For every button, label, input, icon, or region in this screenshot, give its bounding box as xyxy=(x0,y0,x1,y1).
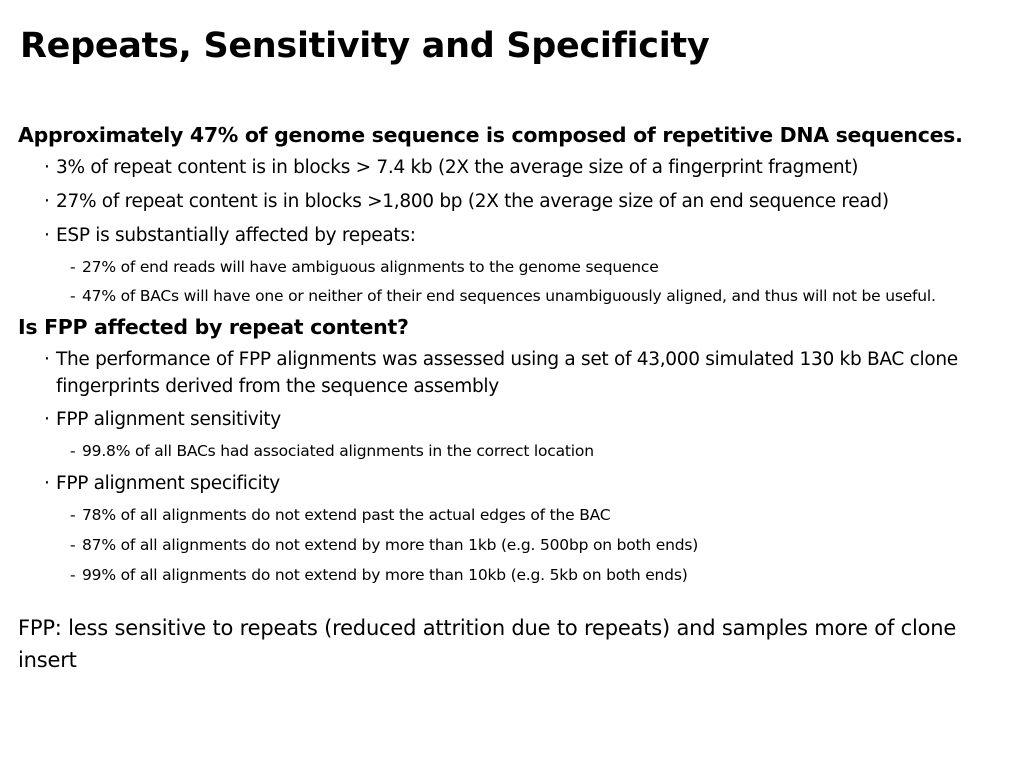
sub-bullet-item xyxy=(18,284,1020,308)
bullet-text: The performance of FPP alignments was assessed using a set of 43,000 simulated 130 kb BAC clone fingerprints derived from the sequence assembly xyxy=(56,349,958,397)
bullet-marker: · xyxy=(44,349,50,370)
bullet-item xyxy=(18,346,1020,400)
bullet-marker: · xyxy=(44,473,50,494)
bullet-text: 27% of repeat content is in blocks >1,800 bp (2X the average size of an end sequence read) xyxy=(56,191,889,212)
sub-bullet-text: 99.8% of all BACs had associated alignments in the correct location xyxy=(82,442,594,460)
bullet-item xyxy=(18,188,1020,216)
slide-title: Repeats, Sensitivity and Specificity xyxy=(20,26,710,66)
slide-content xyxy=(18,120,1020,676)
summary-text: FPP: less sensitive to repeats (reduced attrition due to repeats) and samples more of clone insert xyxy=(18,616,957,672)
sub-bullet-text: 27% of end reads will have ambiguous alignments to the genome sequence xyxy=(82,258,659,276)
bullet-text: ESP is substantially affected by repeats: xyxy=(56,225,416,246)
bullet-text: FPP alignment sensitivity xyxy=(56,409,281,430)
bullet-marker: · xyxy=(44,225,50,246)
sub-bullet-text: 99% of all alignments do not extend by more than 10kb (e.g. 5kb on both ends) xyxy=(82,566,688,584)
sub-bullet-item xyxy=(18,254,1020,280)
sub-bullet-marker: - xyxy=(70,442,76,460)
sub-bullet-item xyxy=(18,502,1020,528)
sub-bullet-marker: - xyxy=(70,258,76,276)
bullet-marker: · xyxy=(44,409,50,430)
sub-bullet-marker: - xyxy=(70,506,76,524)
bullet-text: FPP alignment specificity xyxy=(56,473,280,494)
sub-bullet-marker: - xyxy=(70,287,76,305)
bullet-marker: · xyxy=(44,191,50,212)
sub-bullet-text: 47% of BACs will have one or neither of their end sequences unambiguously aligned, and thus will not be useful. xyxy=(82,287,936,305)
sub-bullet-marker: - xyxy=(70,566,76,584)
sub-bullet-item xyxy=(18,532,1020,558)
sub-bullet-marker: - xyxy=(70,536,76,554)
bullet-item xyxy=(18,154,1020,182)
bullet-item xyxy=(18,470,1020,498)
bullet-marker: · xyxy=(44,157,50,178)
bullet-item xyxy=(18,222,1020,250)
section-heading: Is FPP affected by repeat content? xyxy=(18,315,409,339)
sub-bullet-text: 78% of all alignments do not extend past the actual edges of the BAC xyxy=(82,506,611,524)
sub-bullet-item xyxy=(18,562,1020,588)
bullet-text: 3% of repeat content is in blocks > 7.4 kb (2X the average size of a fingerprint fragment) xyxy=(56,157,859,178)
section-heading: Approximately 47% of genome sequence is composed of repetitive DNA sequences. xyxy=(18,123,963,147)
sub-bullet-item xyxy=(18,438,1020,464)
bullet-item xyxy=(18,406,1020,434)
sub-bullet-text: 87% of all alignments do not extend by more than 1kb (e.g. 500bp on both ends) xyxy=(82,536,699,554)
